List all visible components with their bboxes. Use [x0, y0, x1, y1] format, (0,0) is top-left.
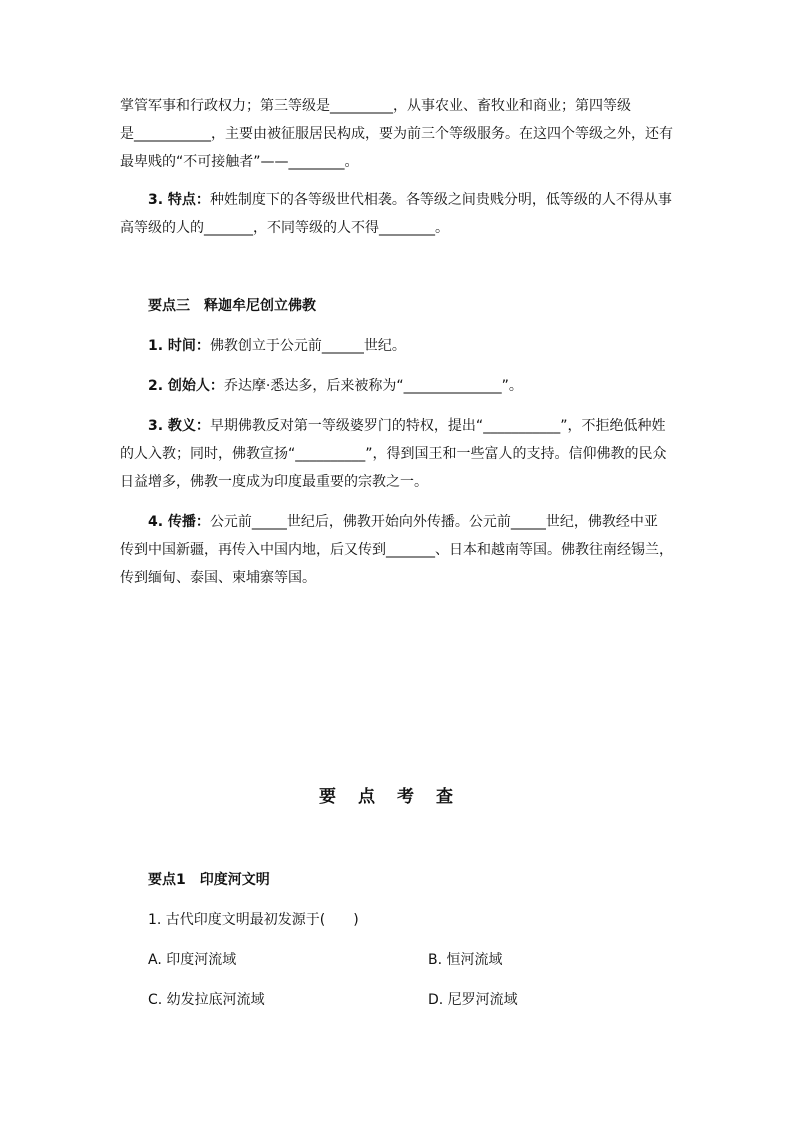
- option-a[interactable]: A. 印度河流域: [148, 952, 237, 968]
- item-text: 公元前_____世纪后，佛教开始向外传播。公元前_____世纪，佛教经中亚: [209, 514, 658, 530]
- item-heading: 1. 时间：: [148, 338, 210, 354]
- paragraph-line: 是___________，主要由被征服居民构成，要为前三个等级服务。在这四个等级之外，还有: [120, 126, 673, 142]
- paragraph-line: 最卑贱的“不可接触者”——________。: [120, 154, 359, 170]
- spread-item: [148, 512, 658, 532]
- question-stem: 1. 古代印度文明最初发源于( ): [148, 912, 359, 928]
- item-heading: 3. 教义：: [148, 418, 210, 434]
- paragraph-line: 高等级的人的_______，不同等级的人不得________。: [120, 220, 449, 236]
- option-b[interactable]: B. 恒河流域: [428, 952, 503, 968]
- feature-item: [148, 190, 672, 210]
- section-heading-1: 要点1 印度河文明: [148, 872, 270, 888]
- option-c[interactable]: C. 幼发拉底河流域: [148, 992, 265, 1008]
- item-text: 佛教创立于公元前______世纪。: [209, 338, 406, 354]
- paragraph-line: 传到缅甸、泰国、柬埔寨等国。: [120, 570, 316, 586]
- doctrine-item: [148, 416, 665, 436]
- page-title: 要点考查: [319, 787, 475, 807]
- paragraph-line: 的人入教；同时，佛教宣扬“__________”，得到国王和一些富人的支持。信仰佛教的民众: [120, 446, 667, 462]
- section-heading-3: 要点三 释迦牟尼创立佛教: [148, 298, 316, 314]
- item-text: 种姓制度下的各等级世代相袭。各等级之间贵贱分明，低等级的人不得从事: [209, 192, 672, 208]
- item-text: 早期佛教反对第一等级婆罗门的特权，提出“___________”，不拒绝低种姓: [209, 418, 666, 434]
- item-heading: 2. 创始人：: [148, 378, 224, 394]
- paragraph-line: 传到中国新疆，再传入中国内地，后又传到_______、日本和越南等国。佛教往南经锡兰，: [120, 542, 673, 558]
- time-item: [148, 336, 406, 356]
- paragraph-line: 掌管军事和行政权力；第三等级是_________，从事农业、畜牧业和商业；第四等级: [120, 98, 631, 114]
- founder-item: [148, 376, 523, 396]
- item-heading: 4. 传播：: [148, 514, 210, 530]
- option-d[interactable]: D. 尼罗河流域: [428, 992, 518, 1008]
- paragraph-line: 日益增多，佛教一度成为印度最重要的宗教之一。: [120, 474, 428, 490]
- item-heading: 3. 特点：: [148, 192, 210, 208]
- item-text: 乔达摩·悉达多，后来被称为“______________”。: [223, 378, 523, 394]
